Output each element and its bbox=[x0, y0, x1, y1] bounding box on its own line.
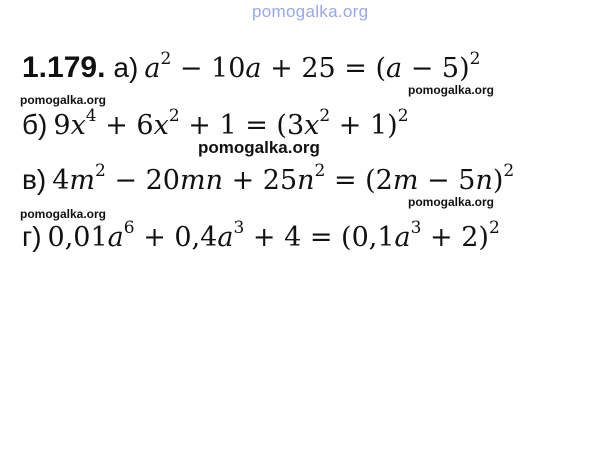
item-label-b: б) bbox=[22, 109, 48, 140]
problem-line-g bbox=[22, 219, 500, 255]
watermark-right-2: pomogalka.org bbox=[408, 195, 495, 209]
watermark-left-1: pomogalka.org bbox=[20, 93, 107, 107]
watermark-left-2: pomogalka.org bbox=[20, 207, 107, 221]
item-label-g: г) bbox=[22, 221, 42, 252]
expression-g: $0,01a^6 + 0,4a^3 + 4 = (0,1a^3 + 2)^2$ bbox=[47, 218, 500, 253]
problem-line-a bbox=[22, 50, 480, 86]
watermark-right-1: pomogalka.org bbox=[408, 83, 495, 97]
watermark-top: pomogalka.org bbox=[252, 2, 369, 21]
expression-v: $4m^2 - 20mn + 25n^2 = (2m - 5n)^2$ bbox=[52, 161, 515, 196]
item-label-v: в) bbox=[22, 164, 47, 195]
expression-b: $9x^4 + 6x^2 + 1 = (3x^2 + 1)^2$ bbox=[53, 106, 409, 141]
problem-line-v bbox=[22, 162, 514, 198]
item-label-a: а) bbox=[113, 52, 139, 83]
problem-number: 1.179. bbox=[22, 51, 106, 84]
watermark-middle: pomogalka.org bbox=[198, 138, 320, 157]
expression-a: $a^2 - 10a + 25 = (a - 5)^2$ bbox=[144, 49, 481, 84]
